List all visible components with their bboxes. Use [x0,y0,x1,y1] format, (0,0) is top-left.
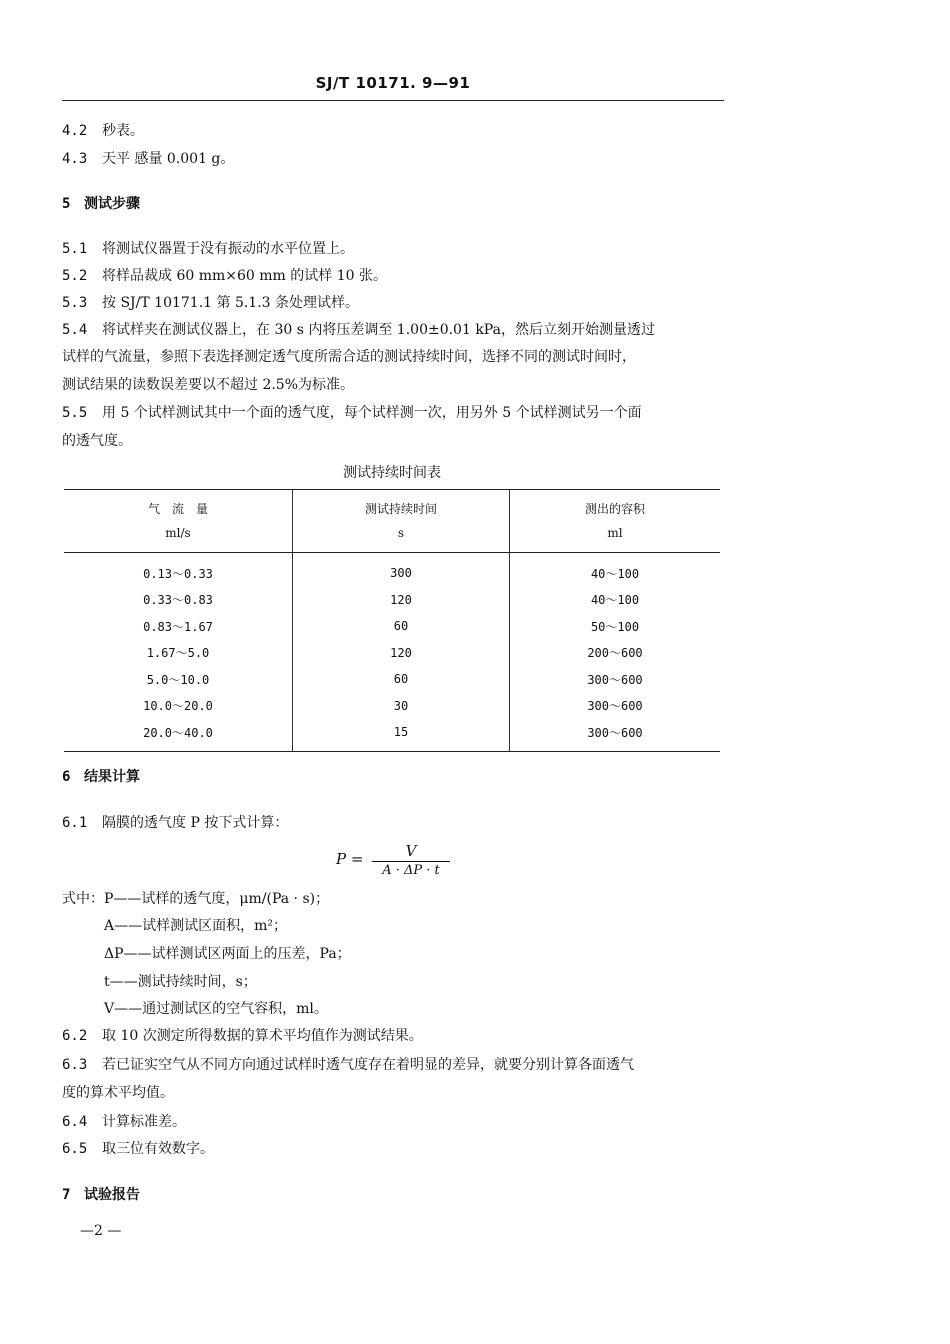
header-label: 测试持续时间 [364,502,437,516]
clause-number: 5.3 [62,295,88,311]
table-cell: 30 [293,693,510,720]
clause-text: 用 5 个试样测试其中一个面的透气度，每个试样测一次，用另外 5 个试样测试另一个面 [102,405,642,421]
table-cell: 60 [293,613,510,640]
section-title: 试验报告 [84,1187,140,1203]
clause-number: 5.4 [62,322,88,338]
table-row [64,719,720,751]
header-unit: ml [607,526,623,540]
clause-text: 计算标准差。 [102,1114,186,1130]
fraction-bar [372,861,450,862]
clause-5-4-line-3: 测试结果的读数误差要以不超过 2.5%为标准。 [62,377,355,393]
table-row [64,693,720,720]
clause-4-2 [62,121,144,141]
clause-number: 4.3 [62,151,88,167]
section-title: 测试步骤 [84,196,140,212]
formula-lhs: P = [336,850,364,868]
clause-6-3-line-2: 度的算术平均值。 [62,1085,174,1101]
table-cell: 200～600 [510,640,721,667]
clause-text: 取 10 次测定所得数据的算术平均值作为测试结果。 [102,1028,423,1044]
table-row [64,553,720,587]
clause-number: 6.1 [62,815,88,831]
clause-6-1 [62,813,288,833]
clause-number: 5.5 [62,405,88,421]
section-6-heading [62,767,140,787]
formula-denominator: A · ΔP · t [382,863,440,878]
header-rule [62,100,724,101]
table-cell: 120 [293,587,510,614]
table-cell: 60 [293,666,510,693]
clause-number: 5.2 [62,268,88,284]
formula-fraction [372,842,450,878]
table-cell: 0.33～0.83 [143,593,213,608]
where-line-p [62,889,329,909]
clause-text: 隔膜的透气度 P 按下式计算： [102,815,289,831]
page-number: —2 — [80,1223,122,1239]
table-cell: 300～600 [510,719,721,751]
table-cell: 1.67～5.0 [146,646,210,661]
clause-5-4-line-1 [62,320,655,340]
header-label: 测出的容积 [584,502,645,516]
clause-5-4-line-2: 试样的气流量，参照下表选择测定透气度所需合适的测试持续时间，选择不同的测试时间时， [62,349,636,365]
standard-code-header: SJ/T 10171. 9—91 [315,74,471,92]
table-cell: 15 [293,719,510,751]
clause-number: 6.5 [62,1141,88,1157]
clause-text: 按 SJ/T 10171.1 第 5.1.3 条处理试样。 [102,295,360,311]
table-row [64,640,720,667]
header-volume [510,490,721,553]
table-cell: 10.0～20.0 [143,699,213,714]
clause-number: 4.2 [62,123,88,139]
table-header-row [64,490,720,553]
clause-6-4 [62,1112,186,1132]
header-airflow [64,490,293,553]
where-line-v: V——通过测试区的空气容积，ml。 [104,1001,328,1017]
table-cell: 0.13～0.33 [143,566,213,581]
header-unit: s [397,526,405,540]
table-cell: 300～600 [510,666,721,693]
table-cell: 20.0～40.0 [64,719,293,751]
clause-5-5-line-1 [62,403,642,423]
clause-text: 将测试仪器置于没有振动的水平位置上。 [102,241,354,257]
section-7-heading [62,1185,140,1205]
where-definition: P——试样的透气度，μm/(Pa · s)； [104,891,330,907]
where-line-t: t——测试持续时间，s； [104,974,257,990]
clause-5-3 [62,293,359,313]
clause-5-5-line-2: 的透气度。 [62,433,132,449]
clause-text: 将试样夹在测试仪器上，在 30 s 内将压差调至 1.00±0.01 kPa，然后立刻开始测量透过 [102,322,655,338]
clause-5-1 [62,239,354,259]
clause-number: 5.1 [62,241,88,257]
section-number: 7 [62,1187,71,1203]
section-number: 6 [62,769,71,785]
clause-number: 6.2 [62,1028,88,1044]
clause-5-2 [62,266,387,286]
section-5-heading [62,194,140,214]
section-number: 5 [62,196,71,212]
clause-text: 若已证实空气从不同方向通过试样时透气度存在着明显的差异，就要分别计算各面透气 [102,1057,634,1073]
table-cell: 40～100 [510,587,721,614]
clause-6-5 [62,1139,214,1159]
table-cell: 0.83～1.67 [143,619,213,634]
header-unit: ml/s [165,526,191,540]
clause-number: 6.3 [62,1057,88,1073]
where-intro: 式中： [62,891,104,907]
clause-6-2 [62,1026,423,1046]
clause-text: 将样品裁成 60 mm×60 mm 的试样 10 张。 [102,268,387,284]
table-row [64,613,720,640]
clause-6-3-line-1 [62,1055,634,1075]
table-cell: 120 [293,640,510,667]
table-cell: 300 [293,553,510,587]
where-line-dp: ΔP——试样测试区两面上的压差，Pa； [104,946,351,962]
clause-text: 秒表。 [102,123,144,139]
table-cell: 50～100 [510,613,721,640]
table-row [64,587,720,614]
table-caption: 测试持续时间表 [343,465,441,481]
clause-number: 6.4 [62,1114,88,1130]
clause-4-3 [62,149,234,169]
table-cell: 300～600 [510,693,721,720]
table-row [64,666,720,693]
formula-numerator: V [405,842,417,860]
header-label: 气 流 量 [147,502,208,516]
section-title: 结果计算 [84,769,140,785]
header-duration [293,490,510,553]
table-cell: 5.0～10.0 [146,672,210,687]
duration-table [64,489,720,752]
table-cell: 40～100 [510,553,721,587]
clause-text: 天平 感量 0.001 g。 [102,151,235,167]
where-line-a: A——试样测试区面积，m²； [104,918,287,934]
clause-text: 取三位有效数字。 [102,1141,214,1157]
